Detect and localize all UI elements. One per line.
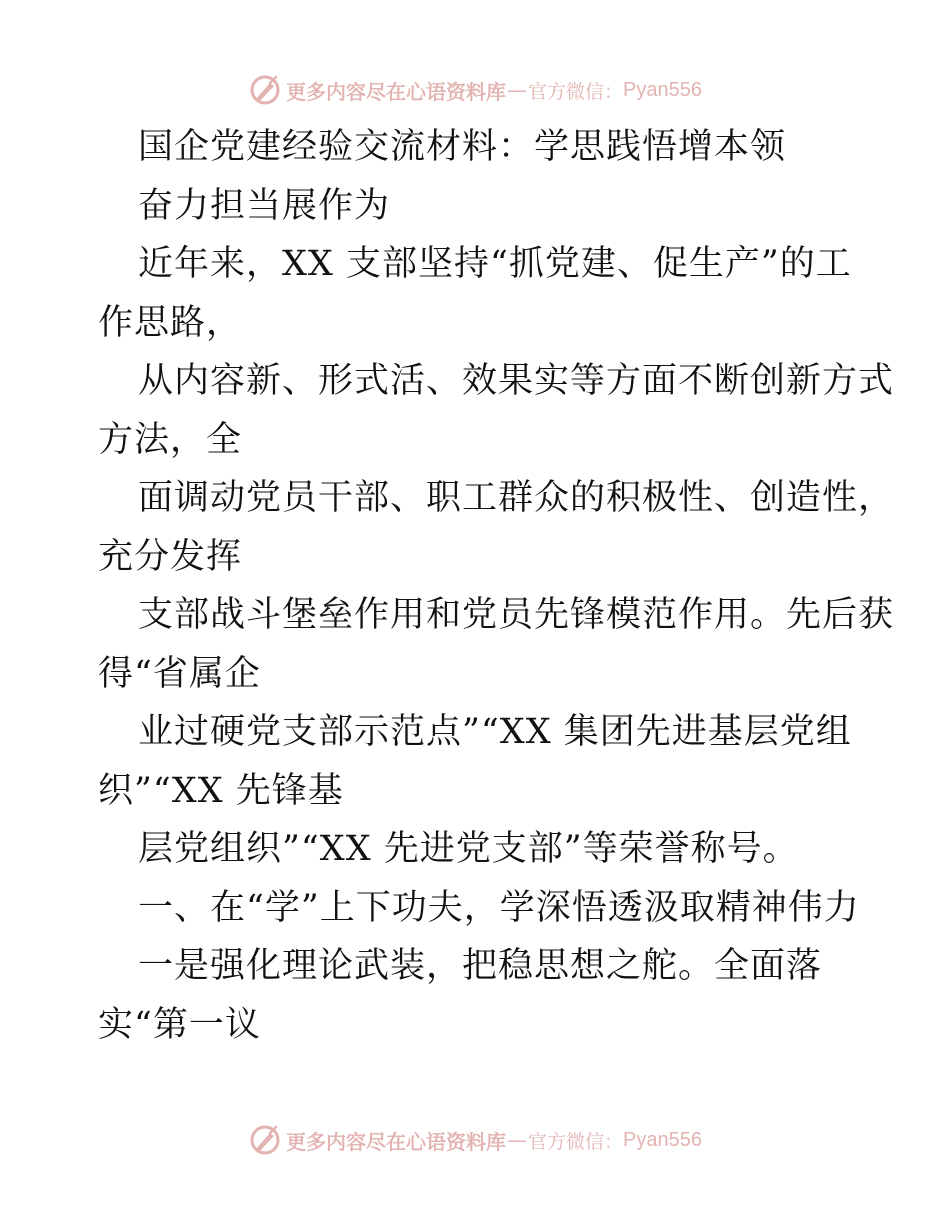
pen-logo-icon — [248, 1123, 282, 1157]
paragraph-line: 方法，全 — [98, 419, 243, 460]
footer-watermark-banner — [0, 1120, 950, 1160]
paragraph-line: 得“省属企 — [98, 653, 261, 694]
paragraph-line: 面调动党员干部、职工群众的积极性、创造性， — [138, 478, 895, 518]
banner-wechat-label: 官方微信： — [528, 1130, 624, 1153]
paragraph-line: 一是强化理论武装，把稳思想之舵。全面落 — [138, 946, 823, 986]
document-body — [98, 118, 895, 1054]
paragraph-line: 作思路， — [98, 302, 243, 343]
banner-wechat-id: Pyan556 — [623, 1128, 702, 1151]
paragraph-line: 充分发挥 — [98, 536, 243, 577]
document-title-line-1: 国企党建经验交流材料：学思践悟增本领 — [138, 127, 787, 167]
section-heading: 一、在“学”上下功夫，学深悟透汲取精神伟力 — [138, 887, 860, 928]
paragraph-line: 实“第一议 — [98, 1004, 261, 1045]
pen-logo-icon — [248, 73, 282, 107]
paragraph-line: 层党组织”“XX 先进党支部”等荣誉称号。 — [138, 829, 799, 869]
paragraph-line: 织”“XX 先锋基 — [98, 770, 344, 811]
banner-wechat-id: Pyan556 — [623, 78, 702, 101]
paragraph-line: 支部战斗堡垒作用和党员先锋模范作用。先后获 — [138, 595, 895, 635]
paragraph-line: 业过硬党支部示范点”“XX 集团先进基层党组 — [138, 712, 852, 752]
banner-dash: — — [507, 78, 527, 102]
banner-brand-text: 更多内容尽在心语资料库 — [286, 79, 506, 104]
header-watermark-banner — [0, 70, 950, 110]
banner-brand-text: 更多内容尽在心语资料库 — [286, 1129, 506, 1154]
document-title-line-2: 奋力担当展作为 — [138, 185, 391, 226]
banner-wechat-label: 官方微信： — [528, 80, 624, 103]
banner-dash: — — [507, 1128, 527, 1152]
paragraph-line: 近年来，XX 支部坚持“抓党建、促生产”的工 — [138, 244, 852, 284]
paragraph-line: 从内容新、形式活、效果实等方面不断创新方式 — [138, 361, 895, 401]
